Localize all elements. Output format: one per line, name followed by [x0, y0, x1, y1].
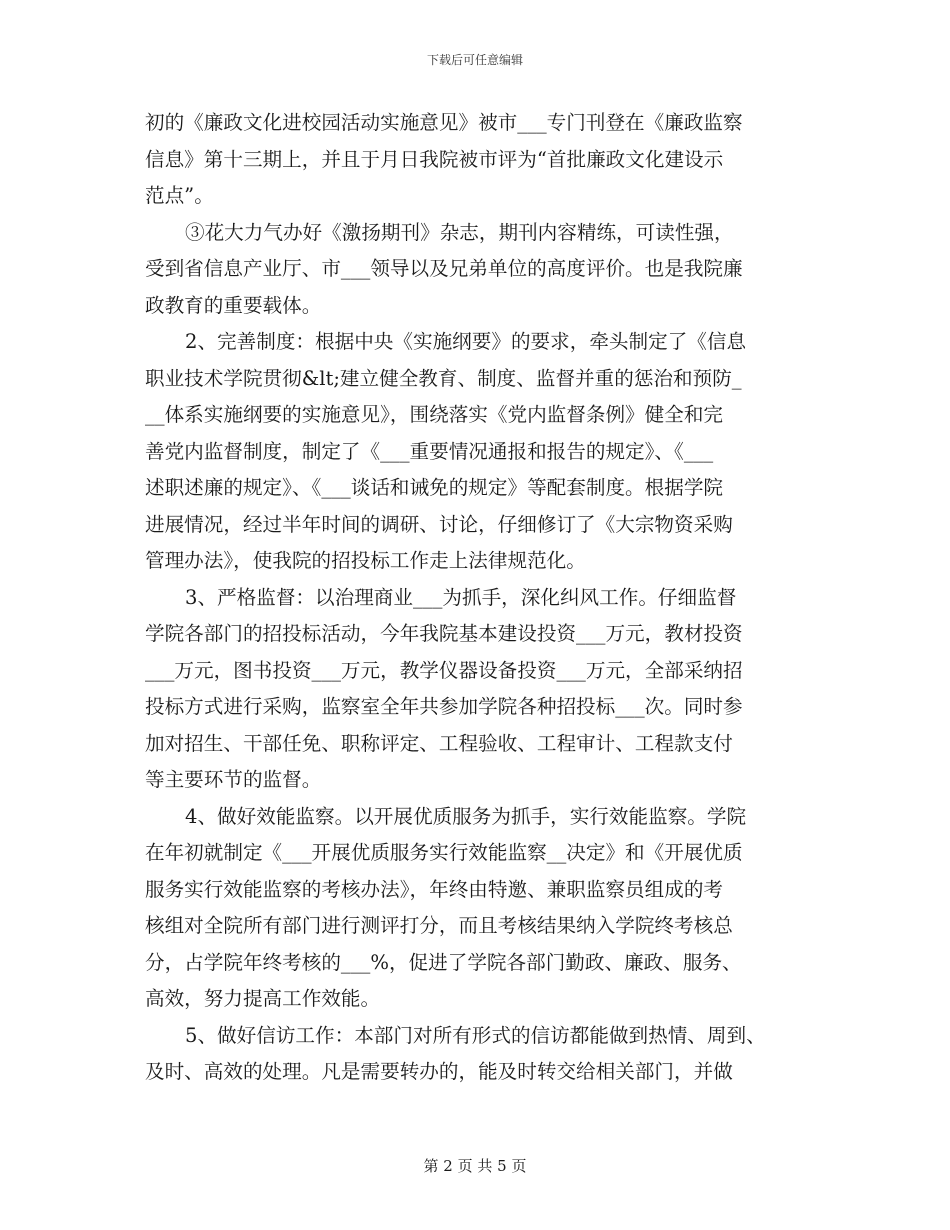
text-line: ③花大力气办好《激扬期刊》杂志，期刊内容精练，可读性强，: [185, 220, 734, 244]
text-line: 受到省信息产业厅、市___领导以及兄弟单位的高度评价。也是我院廉: [145, 257, 743, 280]
text-line: 4、做好效能监察。以开展优质服务为抓手，实行效能监察。学院: [185, 804, 747, 828]
text-line: 及时、高效的处理。凡是需要转办的，能及时转交给相关部门，并做: [145, 1060, 733, 1083]
paragraph-campus-culture: [145, 105, 805, 215]
text-line: 初的《廉政文化进校园活动实施意见》被市___专门刊登在《廉政监察: [145, 111, 743, 134]
paragraph-petition-work: [145, 1018, 805, 1091]
text-line: 5、做好信访工作：本部门对所有形式的信访都能做到热情、周到、: [185, 1023, 766, 1047]
text-line: 高效，努力提高工作效能。: [145, 987, 381, 1010]
text-line: 政教育的重要载体。: [145, 293, 322, 317]
paragraph-journal: [145, 215, 805, 325]
text-line: 在年初就制定《___开展优质服务实行效能监察__决定》和《开展优质: [145, 841, 743, 864]
text-line: 进展情况，经过半年时间的调研、讨论，仔细修订了《大宗物资采购: [145, 512, 733, 536]
text-line: 分，占学院年终考核的___%，促进了学院各部门勤政、廉政、服务、: [145, 950, 742, 974]
text-line: 学院各部门的招投标活动，今年我院基本建设投资___万元，教材投资: [145, 622, 743, 645]
paragraph-efficiency-supervision: [145, 799, 805, 1018]
text-line: 服务实行效能监察的考核办法》，年终由特邀、兼职监察员组成的考: [145, 877, 724, 901]
page-number-footer: 第 2 页 共 5 页: [423, 1157, 527, 1175]
text-line: 加对招生、干部任免、职称评定、工程验收、工程审计、工程款支付: [145, 731, 733, 755]
text-line: 述职述廉的规定》、《___谈话和诫免的规定》等配套制度。根据学院: [145, 476, 724, 499]
text-line: ___万元，图书投资___万元，教学仪器设备投资___万元，全部采纳招: [145, 658, 743, 682]
text-line: 信息》第十三期上，并且于月日我院被市评为“首批廉政文化建设示: [145, 147, 724, 171]
paragraph-system-improvement: [145, 324, 805, 580]
text-line: 管理办法》，使我院的招投标工作走上法律规范化。: [145, 549, 586, 572]
text-line: 2、完善制度：根据中央《实施纲要》的要求，牵头制定了《信息: [185, 330, 747, 353]
text-line: 善党内监督制度，制定了《___重要情况通报和报告的规定》、《___: [145, 439, 714, 463]
text-line: 范点”。: [145, 184, 214, 207]
text-line: 3、严格监督：以治理商业___为抓手，深化纠风工作。仔细监督: [185, 585, 737, 609]
text-line: __体系实施纲要的实施意见》，围绕落实《党内监督条例》健全和完: [145, 403, 724, 426]
document-body: [145, 105, 805, 1091]
text-line: 职业技术学院贯彻&lt;建立健全教育、制度、监督并重的惩治和预防_: [145, 366, 742, 390]
text-line: 投标方式进行采购，监察室全年共参加学院各种招投标___次。同时参: [145, 695, 743, 718]
text-line: 核组对全院所有部门进行测评打分，而且考核结果纳入学院终考核总: [145, 914, 733, 937]
page-header: 下载后可任意编辑: [426, 53, 523, 67]
text-line: 等主要环节的监督。: [145, 768, 322, 791]
paragraph-strict-supervision: [145, 580, 805, 799]
